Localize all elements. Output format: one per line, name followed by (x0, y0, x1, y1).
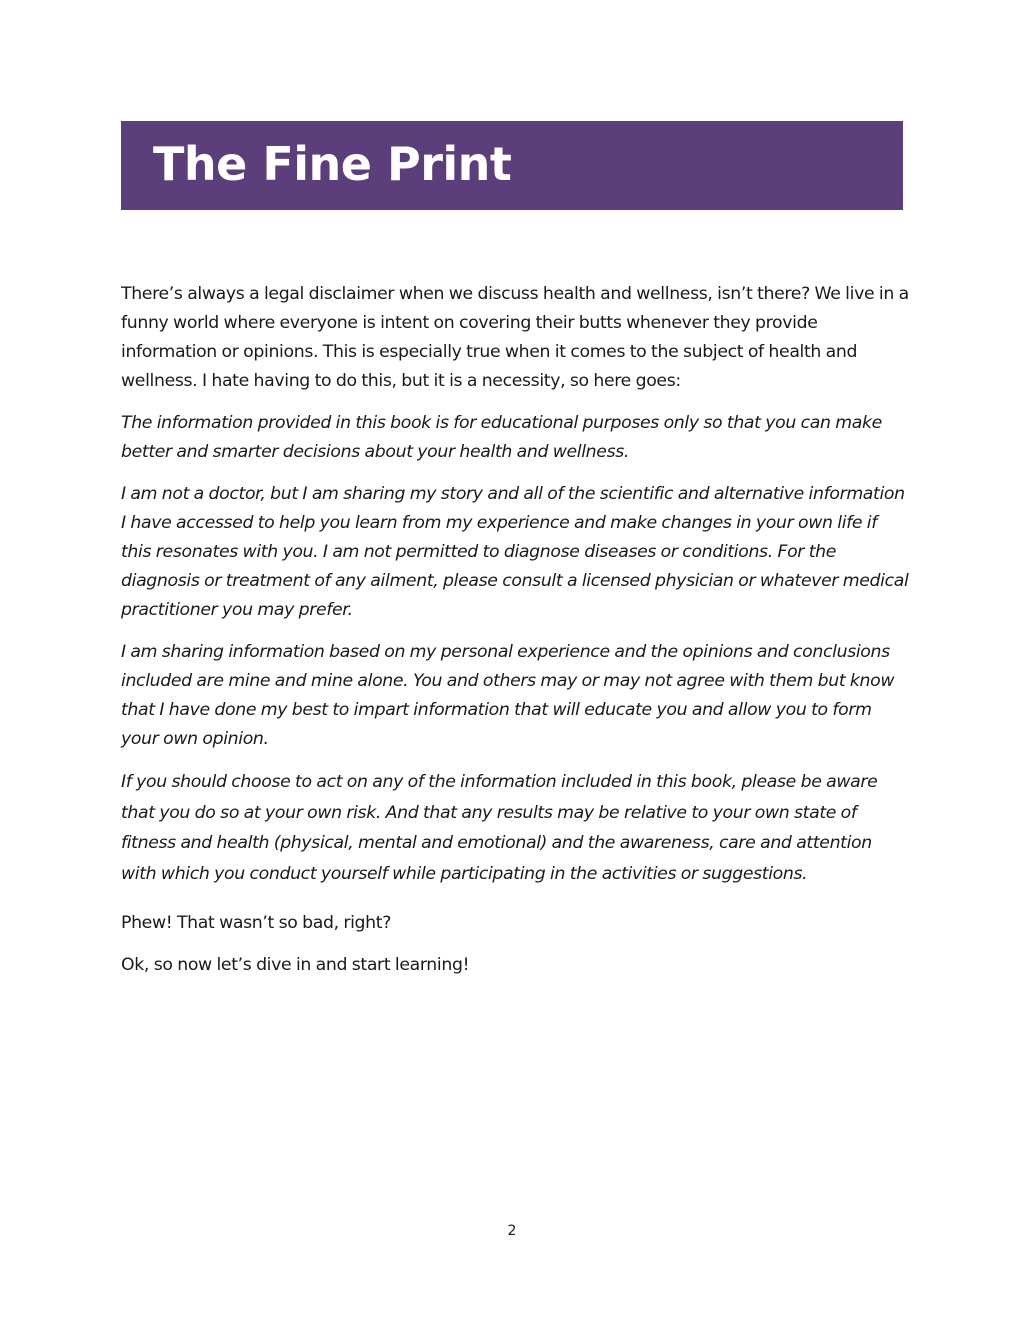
intro-paragraph: There’s always a legal disclaimer when we discuss health and wellness, isn’t there? We live in a funny world where everyone is intent on covering their butts whenever they provide information or opinions. This is especially true when it comes to the subject of health and wellness. I hate having to do this, but it is a necessity, so here goes: (121, 284, 909, 391)
phew-paragraph: Phew! That wasn’t so bad, right? (121, 913, 392, 934)
disclaimer-opinions-paragraph: I am sharing information based on my personal experience and the opinions and conclusions included are mine and mine alone. You and others may or may not agree with them but know that I have done my best to impart information that will educate you and allow you to form your own opinion. (121, 642, 895, 749)
body-text (121, 280, 911, 993)
closing-paragraph: Ok, so now let’s dive in and start learning! (121, 955, 470, 976)
page-title: The Fine Print (153, 137, 512, 191)
disclaimer-risk-paragraph: If you should choose to act on any of the information included in this book, please be aware that you do so at your own risk. And that any results may be relative to your own state of fitness and health (physical, mental and emotional) and the awareness, care and attention with which you conduct yourself while participating in the activities or suggestions. (121, 772, 878, 884)
title-banner (121, 121, 903, 210)
page-number: 2 (507, 1223, 517, 1239)
disclaimer-not-doctor-paragraph: I am not a doctor, but I am sharing my story and all of the scientific and alternative information I have accessed to help you learn from my experience and make changes in your own life if this resonates with you. I am not permitted to diagnose diseases or conditions. For the diagnosis or treatment of any ailment, please consult a licensed physician or whatever medical practitioner you may prefer. (121, 484, 909, 620)
disclaimer-educational-paragraph: The information provided in this book is for educational purposes only so that you can make better and smarter decisions about your health and wellness. (121, 413, 882, 462)
